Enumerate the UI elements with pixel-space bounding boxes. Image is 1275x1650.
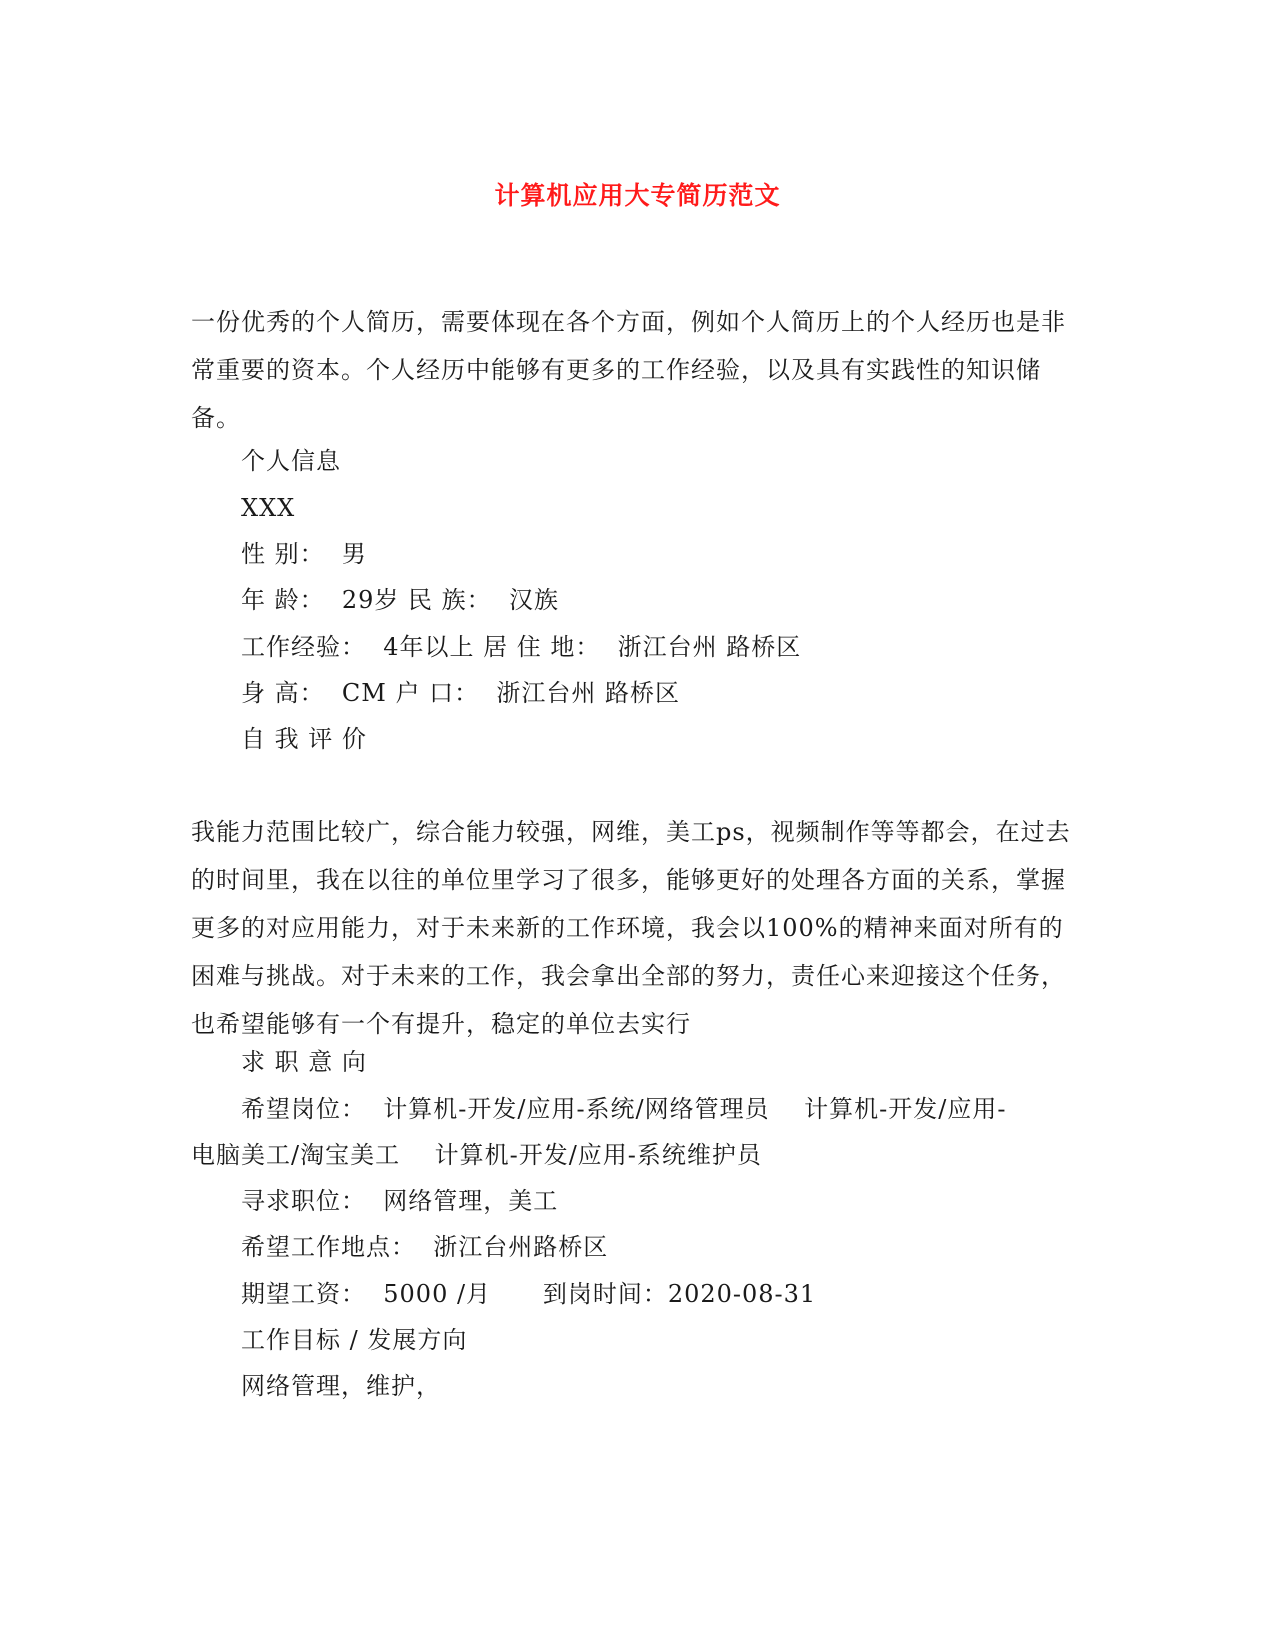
name-value: XXX <box>241 494 296 522</box>
goal-text: 网络管理，维护， <box>241 1372 441 1400</box>
intro-paragraph: 一份优秀的个人简历，需要体现在各个方面，例如个人简历上的个人经历也是非常重要的资本。个人经历中能够有更多的工作经验，以及具有实践性的知识储备。 <box>191 308 1066 432</box>
desired-location-line: 希望工作地点： 浙江台州路桥区 <box>241 1233 609 1261</box>
desired-positions-line-1: 希望岗位： 计算机-开发/应用-系统/网络管理员 计算机-开发/应用- <box>241 1095 1007 1123</box>
self-evaluation-heading: 自 我 评 价 <box>241 725 367 753</box>
experience-residence-line: 工作经验： 4年以上 居 住 地： 浙江台州 路桥区 <box>241 633 802 661</box>
personal-info-heading: 个人信息 <box>241 447 341 475</box>
salary-arrival-line: 期望工资： 5000 /月 到岗时间：2020-08-31 <box>241 1280 817 1308</box>
goal-heading: 工作目标 / 发展方向 <box>241 1326 468 1354</box>
desired-positions-line-2: 电脑美工/淘宝美工 计算机-开发/应用-系统维护员 <box>191 1141 762 1169</box>
document-title: 计算机应用大专简历范文 <box>494 181 781 210</box>
age-ethnicity-line: 年 龄： 29岁 民 族： 汉族 <box>241 586 559 614</box>
seeking-position-line: 寻求职位： 网络管理，美工 <box>241 1187 559 1215</box>
self-evaluation-paragraph: 我能力范围比较广，综合能力较强，网维，美工ps，视频制作等等都会，在过去的时间里，我在以往的单位里学习了很多，能够更好的处理各方面的关系，掌握更多的对应用能力，对于未来新的工作环境，我会以100%的精神来面对所有的困难与挑战。对于未来的工作，我会拿出全部的努力，责任心来迎接这个任务，也希望能够有一个有提升，稳定的单位去实行 <box>191 818 1071 1038</box>
job-intention-heading: 求 职 意 向 <box>241 1048 367 1076</box>
height-hukou-line: 身 高： CM 户 口： 浙江台州 路桥区 <box>241 679 680 707</box>
gender-line: 性 别： 男 <box>241 540 367 568</box>
